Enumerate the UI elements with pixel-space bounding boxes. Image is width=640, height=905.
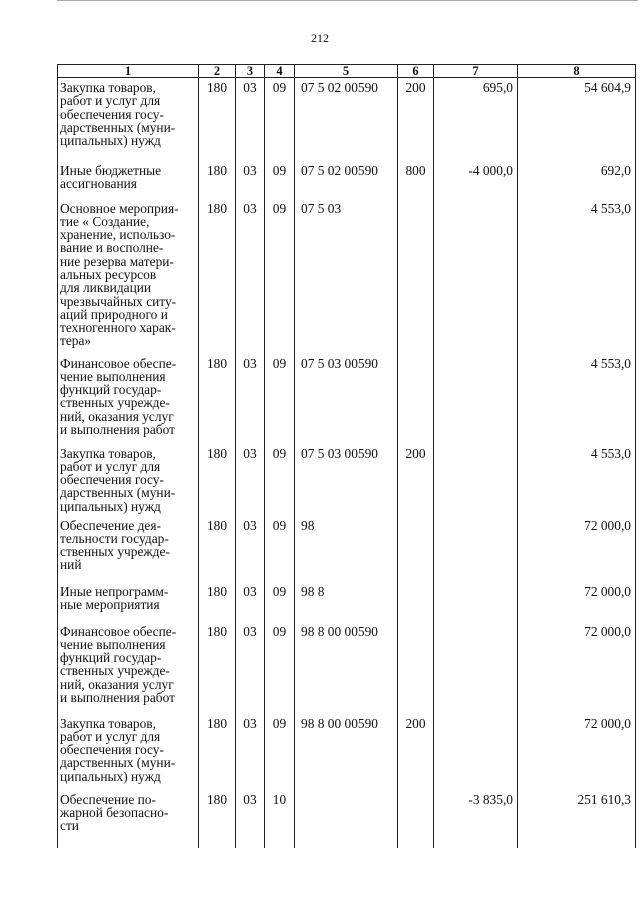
subsection-code-cell: 09 xyxy=(265,582,295,622)
row-name-line: Закупка товаров, xyxy=(60,445,156,461)
change-amount-cell xyxy=(434,516,518,582)
table-row xyxy=(58,622,636,714)
row-name xyxy=(58,516,199,582)
subsection-code-cell: 09 xyxy=(265,161,295,199)
column-header: 2 xyxy=(199,65,236,78)
target-article-cell: 98 8 xyxy=(295,582,398,622)
row-name xyxy=(58,78,199,161)
section-code-cell: 03 xyxy=(236,199,265,354)
table-row xyxy=(58,516,636,582)
target-article-cell xyxy=(295,790,398,848)
subsection-code-cell: 09 xyxy=(265,622,295,714)
column-header: 7 xyxy=(434,65,518,78)
table-row xyxy=(58,161,636,199)
column-header: 5 xyxy=(295,65,398,78)
total-amount-cell: 692,0 xyxy=(518,161,636,199)
admin-code-cell: 180 xyxy=(199,444,236,516)
row-name-line: ственных учрежде- xyxy=(60,395,170,411)
row-name-line: ассигнования xyxy=(60,175,137,191)
admin-code-cell: 180 xyxy=(199,354,236,444)
table-row xyxy=(58,199,636,354)
row-name-line: Обеспечение дея- xyxy=(60,517,161,533)
row-name-line: ственных учрежде- xyxy=(60,663,170,679)
row-name-line: хранение, использо- xyxy=(60,227,176,243)
total-amount-cell: 4 553,0 xyxy=(518,444,636,516)
subsection-code-cell: 09 xyxy=(265,78,295,161)
expense-type-cell: 200 xyxy=(398,78,434,161)
admin-code-cell: 180 xyxy=(199,582,236,622)
column-header: 3 xyxy=(236,65,265,78)
change-amount-cell xyxy=(434,444,518,516)
row-name-line: ципальных) нужд xyxy=(60,498,161,514)
section-code-cell: 03 xyxy=(236,354,265,444)
row-name-line: ние резерва матери- xyxy=(60,253,174,269)
row-name-line: ные мероприятия xyxy=(60,596,160,612)
target-article-cell: 07 5 02 00590 xyxy=(295,78,398,161)
section-code-cell: 03 xyxy=(236,516,265,582)
change-amount-cell xyxy=(434,714,518,790)
row-name-line: жарной безопасно- xyxy=(60,804,169,820)
row-name-line: дарственных (муни- xyxy=(60,119,176,135)
section-code-cell: 03 xyxy=(236,582,265,622)
expense-type-cell xyxy=(398,516,434,582)
column-header: 1 xyxy=(58,65,199,78)
row-name-line: работ и услуг для xyxy=(60,728,161,744)
expense-type-cell xyxy=(398,622,434,714)
row-name-line: ний xyxy=(60,557,82,573)
row-name-line: тельности государ- xyxy=(60,530,169,546)
expense-type-cell xyxy=(398,354,434,444)
top-edge-rule xyxy=(57,0,638,1)
total-amount-cell: 4 553,0 xyxy=(518,199,636,354)
row-name-line: Иные бюджетные xyxy=(60,162,162,178)
row-name-line: ципальных) нужд xyxy=(60,768,161,784)
table-body xyxy=(58,78,636,848)
row-name-line: дарственных (муни- xyxy=(60,755,176,771)
row-name-line: тера» xyxy=(60,333,92,349)
page-number: 212 xyxy=(311,31,329,45)
row-name-line: обеспечения госу- xyxy=(60,106,164,122)
section-code-cell: 03 xyxy=(236,790,265,848)
row-name-line: обеспечения госу- xyxy=(60,472,164,488)
table-row xyxy=(58,582,636,622)
column-header: 4 xyxy=(265,65,295,78)
row-name xyxy=(58,199,199,354)
row-name-line: и выполнения работ xyxy=(60,689,175,705)
budget-table xyxy=(57,64,636,848)
expense-type-cell: 800 xyxy=(398,161,434,199)
expense-type-cell xyxy=(398,790,434,848)
row-name-line: работ и услуг для xyxy=(60,458,161,474)
row-name-line: Иные непрограмм- xyxy=(60,583,169,599)
change-amount-cell: 695,0 xyxy=(434,78,518,161)
expense-type-cell xyxy=(398,582,434,622)
change-amount-cell xyxy=(434,199,518,354)
row-name-line: сти xyxy=(60,818,79,834)
target-article-cell: 07 5 03 xyxy=(295,199,398,354)
row-name-line: Финансовое обеспе- xyxy=(60,623,177,639)
row-name-line: альных ресурсов xyxy=(60,266,157,282)
row-name xyxy=(58,622,199,714)
total-amount-cell: 4 553,0 xyxy=(518,354,636,444)
row-name-line: для ликвидации xyxy=(60,280,152,296)
expense-type-cell: 200 xyxy=(398,444,434,516)
total-amount-cell: 251 610,3 xyxy=(518,790,636,848)
row-name xyxy=(58,790,199,848)
subsection-code-cell: 09 xyxy=(265,714,295,790)
change-amount-cell xyxy=(434,582,518,622)
target-article-cell: 98 8 00 00590 xyxy=(295,622,398,714)
total-amount-cell: 54 604,9 xyxy=(518,78,636,161)
target-article-cell: 98 xyxy=(295,516,398,582)
admin-code-cell: 180 xyxy=(199,516,236,582)
row-name-line: вание и восполне- xyxy=(60,240,164,256)
change-amount-cell: -3 835,0 xyxy=(434,790,518,848)
admin-code-cell: 180 xyxy=(199,790,236,848)
admin-code-cell: 180 xyxy=(199,622,236,714)
admin-code-cell: 180 xyxy=(199,199,236,354)
target-article-cell: 07 5 03 00590 xyxy=(295,354,398,444)
admin-code-cell: 180 xyxy=(199,714,236,790)
change-amount-cell xyxy=(434,622,518,714)
admin-code-cell: 180 xyxy=(199,161,236,199)
row-name-line: функций государ- xyxy=(60,382,162,398)
expense-type-cell: 200 xyxy=(398,714,434,790)
row-name-line: Закупка товаров, xyxy=(60,80,156,95)
row-name-line: Финансовое обеспе- xyxy=(60,355,177,371)
subsection-code-cell: 09 xyxy=(265,199,295,354)
section-code-cell: 03 xyxy=(236,714,265,790)
table-header-row xyxy=(58,65,636,78)
row-name-line: Обеспечение по- xyxy=(60,791,156,807)
table-row xyxy=(58,714,636,790)
row-name-line: Закупка товаров, xyxy=(60,715,156,731)
target-article-cell: 07 5 02 00590 xyxy=(295,161,398,199)
row-name-line: обеспечения госу- xyxy=(60,742,164,758)
section-code-cell: 03 xyxy=(236,444,265,516)
section-code-cell: 03 xyxy=(236,161,265,199)
row-name-line: чение выполнения xyxy=(60,368,166,384)
row-name-line: ственных учрежде- xyxy=(60,544,170,560)
subsection-code-cell: 09 xyxy=(265,354,295,444)
change-amount-cell: -4 000,0 xyxy=(434,161,518,199)
row-name xyxy=(58,161,199,199)
target-article-cell: 07 5 03 00590 xyxy=(295,444,398,516)
total-amount-cell: 72 000,0 xyxy=(518,622,636,714)
section-code-cell: 03 xyxy=(236,622,265,714)
subsection-code-cell: 09 xyxy=(265,444,295,516)
total-amount-cell: 72 000,0 xyxy=(518,582,636,622)
row-name xyxy=(58,714,199,790)
total-amount-cell: 72 000,0 xyxy=(518,516,636,582)
expense-type-cell xyxy=(398,199,434,354)
column-header: 8 xyxy=(518,65,636,78)
column-header: 6 xyxy=(398,65,434,78)
row-name-line: и выполнения работ xyxy=(60,421,175,437)
subsection-code-cell: 10 xyxy=(265,790,295,848)
target-article-cell: 98 8 00 00590 xyxy=(295,714,398,790)
table-row xyxy=(58,444,636,516)
row-name xyxy=(58,444,199,516)
change-amount-cell xyxy=(434,354,518,444)
table-row xyxy=(58,78,636,161)
row-name xyxy=(58,354,199,444)
row-name-line: чрезвычайных ситу- xyxy=(60,293,177,309)
row-name xyxy=(58,582,199,622)
total-amount-cell: 72 000,0 xyxy=(518,714,636,790)
row-name-line: ципальных) нужд xyxy=(60,133,161,149)
subsection-code-cell: 09 xyxy=(265,516,295,582)
row-name-line: техногенного харак- xyxy=(60,320,176,336)
row-name-line: работ и услуг для xyxy=(60,93,161,109)
table-row xyxy=(58,354,636,444)
section-code-cell: 03 xyxy=(236,78,265,161)
row-name-line: ний, оказания услуг xyxy=(60,408,174,424)
row-name-line: чение выполнения xyxy=(60,636,166,652)
row-name-line: дарственных (муни- xyxy=(60,485,176,501)
row-name-line: Основное мероприя- xyxy=(60,200,179,216)
row-name-line: функций государ- xyxy=(60,650,162,666)
row-name-line: ний, оказания услуг xyxy=(60,676,174,692)
table-row xyxy=(58,790,636,848)
admin-code-cell: 180 xyxy=(199,78,236,161)
row-name-line: тие « Создание, xyxy=(60,213,150,229)
row-name-line: аций природного и xyxy=(60,306,168,322)
